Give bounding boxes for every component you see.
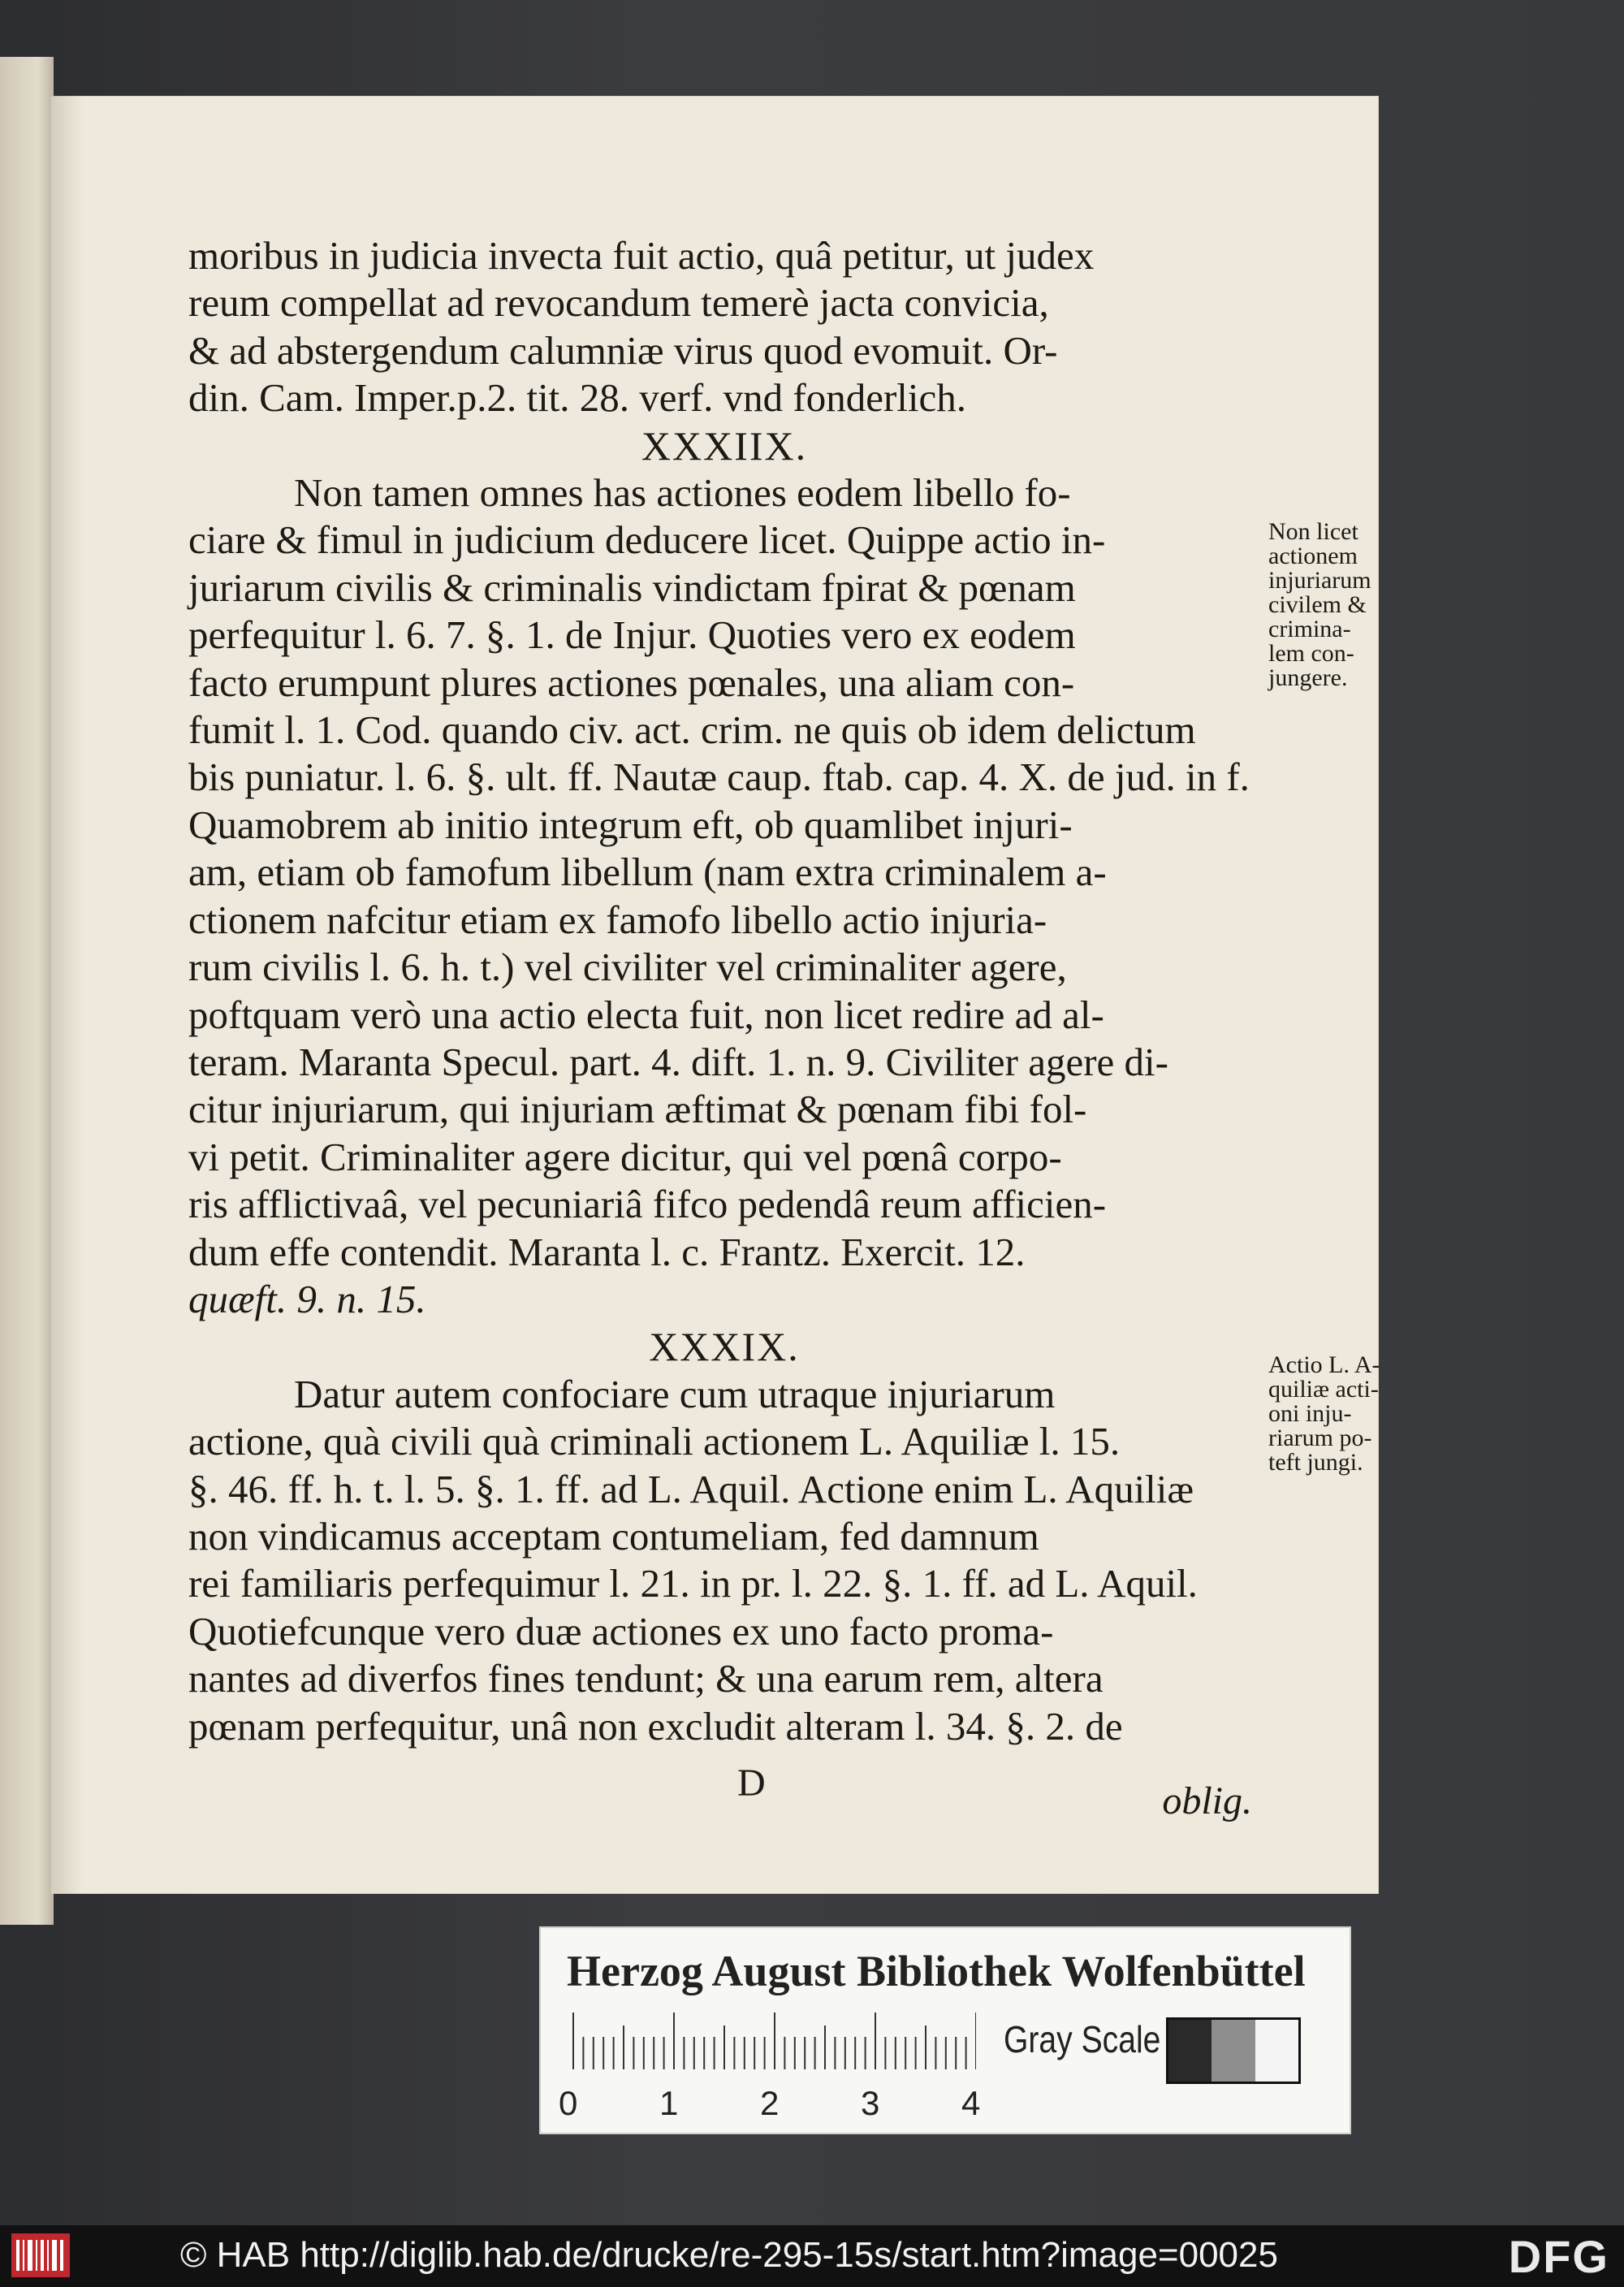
ruler-number: 2 bbox=[760, 2084, 780, 2122]
book-page bbox=[50, 96, 1379, 1894]
text-line: §. 46. ff. h. t. l. 5. §. 1. ff. ad L. Aquil. Actione enim L. Aquiliæ bbox=[188, 1466, 1194, 1511]
text-line: moribus in judicia invecta fuit actio, quâ petitur, ut judex bbox=[188, 233, 1095, 278]
text-line: actione, quà civili quà criminali actionem L. Aquiliæ l. 15. bbox=[188, 1419, 1121, 1464]
text-line: teram. Maranta Specul. part. 4. dift. 1. n. 9. Civiliter agere di- bbox=[188, 1039, 1168, 1084]
text-line: vi petit. Criminaliter agere dicitur, qui vel pœnâ corpo- bbox=[188, 1134, 1062, 1179]
barcode-logo-icon bbox=[11, 2233, 70, 2277]
text-line: non vindicamus acceptam contumeliam, fed damnum bbox=[188, 1513, 1039, 1559]
source-url-link[interactable]: © HAB http://diglib.hab.de/drucke/re-295-15s/start.htm?image=00025 bbox=[180, 2235, 1278, 2275]
text-line: ris afflictivaâ, vel pecuniariâ fifco pedendâ reum afficien- bbox=[188, 1182, 1107, 1227]
marginal-line: actionem bbox=[1268, 543, 1358, 569]
text-line: ctionem nafcitur etiam ex famofo libello actio injuria- bbox=[188, 897, 1047, 942]
ruler-numbers bbox=[559, 2084, 1013, 2125]
marginal-line: Non licet bbox=[1268, 518, 1358, 545]
gray-scale-swatches bbox=[1166, 2017, 1301, 2084]
marginal-line: teft jungi. bbox=[1268, 1449, 1363, 1476]
ruler-scale bbox=[570, 2012, 976, 2073]
main-text-block bbox=[188, 232, 1260, 1750]
footer-bar bbox=[0, 2225, 1624, 2287]
text-line: facto erumpunt plures actiones pœnales, una aliam con- bbox=[188, 659, 1075, 705]
ruler-number: 1 bbox=[659, 2084, 679, 2122]
text-line: Quotiefcunque vero duæ actiones ex uno facto proma- bbox=[188, 1608, 1054, 1654]
marginal-line: crimina- bbox=[1268, 616, 1351, 642]
ruler-number: 4 bbox=[961, 2084, 981, 2122]
gray-swatch-light bbox=[1255, 2020, 1298, 2082]
text-line: ciare & fimul in judicium deducere licet. Quippe actio in- bbox=[188, 517, 1106, 563]
marginal-note-2 bbox=[1268, 1353, 1419, 1475]
marginal-note-1 bbox=[1268, 520, 1419, 690]
paragraph-3 bbox=[188, 1371, 1260, 1750]
text-line: quæft. 9. n. 15. bbox=[188, 1276, 426, 1321]
text-line: Quamobrem ab initio integrum eft, ob quamlibet injuri- bbox=[188, 802, 1073, 847]
text-line: nantes ad diverfos fines tendunt; & una earum rem, altera bbox=[188, 1656, 1104, 1701]
text-line: poftquam verò una actio electa fuit, non licet redire ad al- bbox=[188, 992, 1104, 1037]
text-line: rum civilis l. 6. h. t.) vel civiliter vel criminaliter agere, bbox=[188, 945, 1067, 990]
text-line: pœnam perfequitur, unâ non excludit alteram l. 34. §. 2. de bbox=[188, 1703, 1123, 1749]
text-line: reum compellat ad revocandum temerè jacta convicia, bbox=[188, 280, 1049, 326]
paragraph-1 bbox=[188, 232, 1260, 422]
paragraph-2 bbox=[188, 469, 1260, 1323]
library-name: Herzog August Bibliothek Wolfenbüttel bbox=[567, 1947, 1306, 1995]
text-line: Non tamen omnes has actiones eodem libello fo- bbox=[294, 470, 1071, 516]
gray-swatch-mid bbox=[1212, 2020, 1255, 2082]
text-line: & ad abstergendum calumniæ virus quod evomuit. Or- bbox=[188, 327, 1058, 373]
catchword: oblig. bbox=[1162, 1779, 1252, 1822]
color-calibration-bar bbox=[539, 1926, 1351, 2134]
marginal-line: quiliæ acti- bbox=[1268, 1376, 1379, 1403]
text-line: rei familiaris perfequimur l. 21. in pr. l. 22. §. 1. ff. ad L. Aquil. bbox=[188, 1561, 1198, 1606]
gray-swatch-dark bbox=[1168, 2020, 1212, 2082]
text-line: dum effe contendit. Maranta l. c. Frantz. Exercit. 12. bbox=[188, 1229, 1026, 1274]
marginal-line: oni inju- bbox=[1268, 1400, 1352, 1427]
previous-page-edge bbox=[0, 57, 54, 1925]
dfg-logo: DFG bbox=[1508, 2231, 1609, 2282]
text-line: citur injuriarum, qui injuriam æftimat & pœnam fibi fol- bbox=[188, 1087, 1087, 1132]
text-line: bis puniatur. l. 6. §. ult. ff. Nautæ caup. ftab. cap. 4. X. de jud. in f. bbox=[188, 754, 1250, 800]
text-line: din. Cam. Imper.p.2. tit. 28. verf. vnd fonderlich. bbox=[188, 375, 967, 421]
text-line: perfequitur l. 6. 7. §. 1. de Injur. Quoties vero ex eodem bbox=[188, 612, 1076, 658]
text-line: am, etiam ob famofum libellum (nam extra criminalem a- bbox=[188, 850, 1107, 895]
text-line: juriarum civilis & criminalis vindictam fpirat & pœnam bbox=[188, 564, 1076, 610]
marginal-line: jungere. bbox=[1268, 664, 1348, 691]
marginal-line: Actio L. A- bbox=[1268, 1351, 1380, 1378]
section-heading-38: XXXIIX. bbox=[641, 422, 808, 469]
gray-scale-label: Gray Scale bbox=[1004, 2018, 1161, 2060]
signature-mark: D bbox=[737, 1762, 766, 1805]
marginal-line: riarum po- bbox=[1268, 1425, 1372, 1451]
ruler-number: 3 bbox=[861, 2084, 880, 2122]
text-line: fumit l. 1. Cod. quando civ. act. crim. ne quis ob idem delictum bbox=[188, 707, 1196, 753]
ruler-number: 0 bbox=[559, 2084, 578, 2122]
marginal-line: civilem & bbox=[1268, 591, 1367, 618]
marginal-line: injuriarum bbox=[1268, 567, 1371, 594]
marginal-line: lem con- bbox=[1268, 640, 1354, 667]
section-heading-39: XXXIX. bbox=[649, 1324, 800, 1370]
text-line: Datur autem confociare cum utraque injuriarum bbox=[294, 1371, 1056, 1416]
